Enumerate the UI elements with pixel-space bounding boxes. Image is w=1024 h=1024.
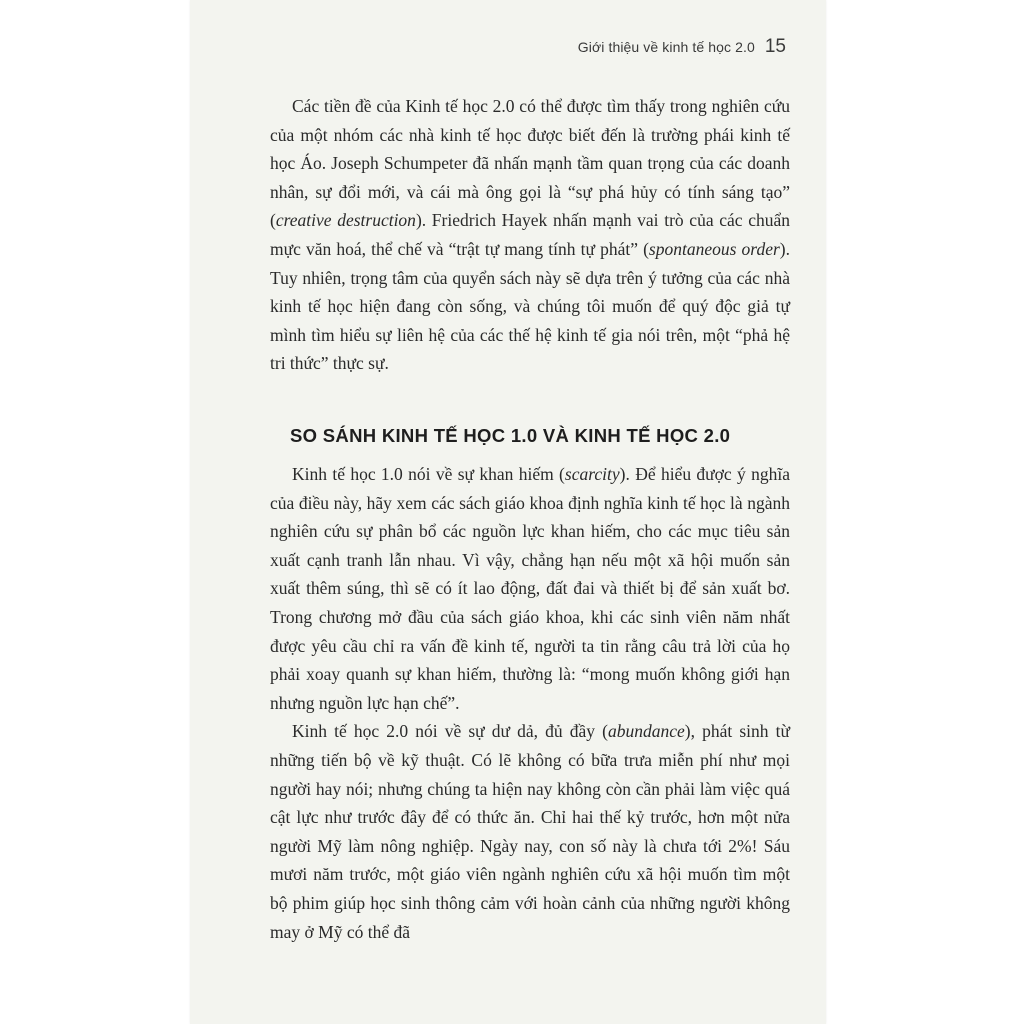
paragraph-abundance xyxy=(270,717,790,946)
intro-block xyxy=(270,92,790,378)
book-page xyxy=(190,0,826,1024)
intro-text-1: Các tiền đề của Kinh tế học 2.0 có thể được tìm thấy trong nghiên cứu của một nhóm các nhà kinh tế học được biết đến là trường phái kinh tế học Áo. Joseph Schumpeter đã nhấn mạnh tầm quan trọng của các doanh nhân, sự đổi mới, và cái mà ông gọi là “sự phá hủy có tính sáng tạo” ( xyxy=(270,96,790,231)
intro-text-3: ). Tuy nhiên, trọng tâm của quyển sách này sẽ dựa trên ý tưởng của các nhà kinh tế học hiện đang còn sống, và chúng tôi muốn để quý độc giả tự mình tìm hiểu sự liên hệ của các thế hệ kinh tế gia nói trên, một “phả hệ tri thức” thực sự. xyxy=(270,238,790,374)
scarcity-text-1: Kinh tế học 1.0 nói về sự khan hiếm ( xyxy=(292,464,565,484)
intro-text-2: ). Friedrich Hayek nhấn mạnh vai trò của các chuẩn mực văn hoá, thể chế và “trật tự mang tính tự phát” ( xyxy=(270,210,790,259)
abundance-text-1: Kinh tế học 2.0 nói về sự dư dả, đủ đầy ( xyxy=(292,721,608,742)
term-scarcity: scarcity xyxy=(564,464,620,484)
running-title: Giới thiệu về kinh tế học 2.0 xyxy=(577,39,755,55)
scarcity-text-2: ). Để hiểu được ý nghĩa của điều này, hãy xem các sách giáo khoa định nghĩa kinh tế học là ngành nghiên cứu sự phân bổ các nguồn lực khan hiếm, cho các mục tiêu sản xuất cạnh tranh lẫn nhau. Vì vậy, chẳng hạn nếu một xã hội muốn sản xuất thêm súng, thì sẽ có ít lao động, đất đai và thiết bị để sản xuất bơ. Trong chương mở đầu của sách giáo khoa, khi các sinh viên năm nhất được yêu cầu chỉ ra vấn đề kinh tế, người ta tin rằng câu trả lời của họ phải xoay quanh sự khan hiếm, thường là: “mong muốn không giới hạn nhưng nguồn lực hạn chế”. xyxy=(270,464,790,713)
term-creative-destruction: creative destruction xyxy=(275,210,416,231)
term-spontaneous-order: spontaneous order xyxy=(648,238,780,259)
section-heading: SO SÁNH KINH TẾ HỌC 1.0 VÀ KINH TẾ HỌC 2.0 xyxy=(290,425,731,446)
page-number: 15 xyxy=(764,36,786,57)
paragraph-austrian-school xyxy=(270,92,790,378)
section-body xyxy=(270,460,790,946)
abundance-text-2: ), phát sinh từ những tiến bộ về kỹ thuật. Có lẽ không có bữa trưa miễn phí như mọi người hay nói; nhưng chúng ta hiện nay không còn cần phải làm việc quá cật lực như trước đây để có thức ăn. Chỉ hai thế kỷ trước, hơn một nửa người Mỹ làm nông nghiệp. Ngày nay, con số này là chưa tới 2%! Sáu mươi năm trước, một giáo viên ngành nghiên cứu xã hội muốn tìm một bộ phim giúp học sinh thông cảm với hoàn cảnh của những người không may ở Mỹ có thể đã xyxy=(270,721,790,942)
term-abundance: abundance xyxy=(607,721,685,742)
running-header xyxy=(578,36,786,58)
paragraph-scarcity xyxy=(270,460,790,717)
